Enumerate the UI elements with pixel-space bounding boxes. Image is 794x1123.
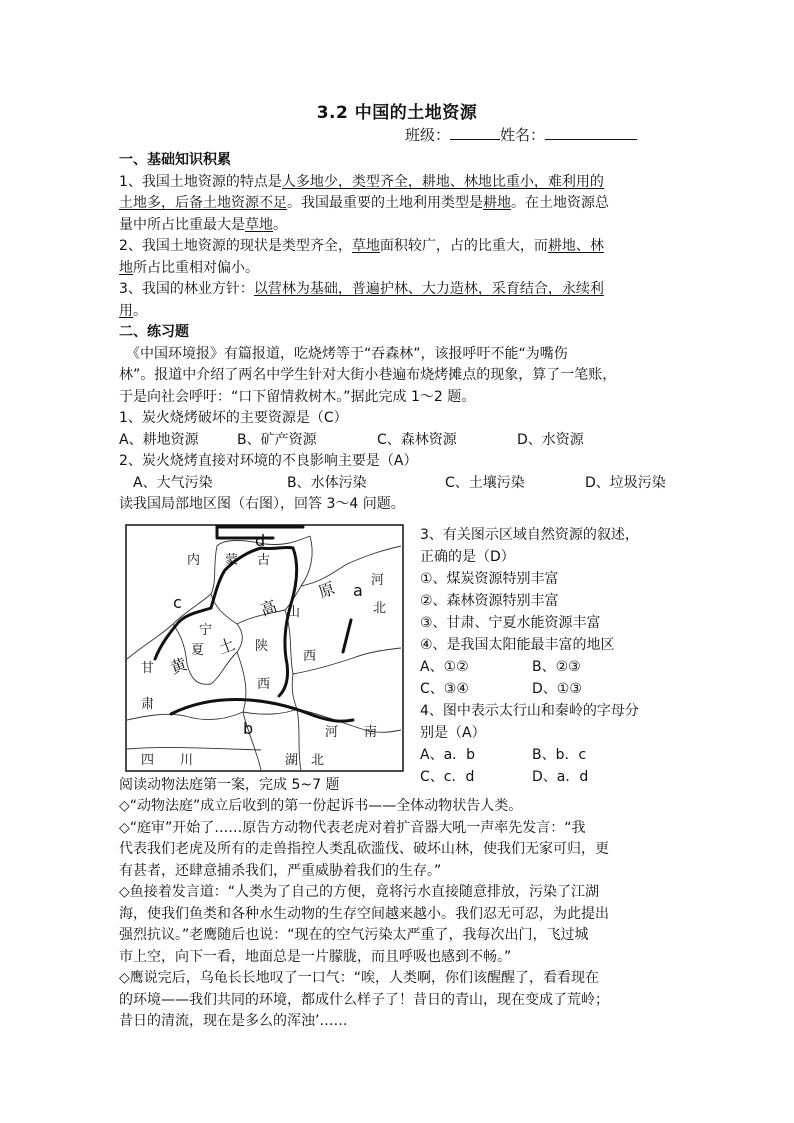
q3-choice-2: ②、森林资源特别丰富: [420, 592, 559, 609]
answer-text: 草地: [245, 216, 273, 233]
label-xi-shanxi: 西: [303, 648, 317, 664]
answer-text: 土地多，后备土地资源不足: [119, 195, 287, 211]
s2-intro-line2: 林”。报道中介绍了两名中学生针对大街小巷遍布烧烤摊点的现象，算了一笔账，: [119, 367, 617, 383]
s1-p3-line2: [119, 301, 675, 323]
text: 。我国最重要的土地利用类型是: [287, 195, 483, 211]
option-d: D、水资源: [517, 431, 584, 448]
label-shaan: 陕: [255, 638, 269, 654]
question-3-line1: 3、有关图示区域自然资源的叙述，: [420, 526, 639, 543]
section1-heading: 一、基础知识积累: [119, 152, 231, 168]
answer-text: 耕地、林: [547, 238, 604, 254]
questions-3-4: [420, 524, 680, 788]
option-b: B、②③: [532, 658, 581, 675]
option-b: B、b．c: [532, 746, 587, 763]
s3-line3: 代表我们老虎及所有的走兽指控人类乱砍滥伐、破坏山林，使我们无家可归，更: [119, 841, 609, 857]
text: 所占比重相对偏小。: [133, 259, 259, 276]
option-c: C、土壤污染: [445, 474, 525, 491]
s1-p2-line1: [119, 236, 675, 258]
section2-heading: 二、练习题: [119, 324, 189, 340]
text: 1、我国土地资源的特点是: [119, 173, 282, 190]
answer-text: 用: [119, 302, 133, 319]
answer-text: 草地: [351, 238, 380, 254]
option-b: B、矿产资源: [237, 431, 317, 448]
regional-map: [125, 524, 404, 772]
s2-intro-line1: 《中国环境报》有篇报道，吃烧烤等于“吞森林”，该报呼吁不能“为嘴伤: [119, 345, 568, 362]
s3-line8: 市上空，向下一看，地面总是一片朦胧，而且呼吸也感到不畅。”: [119, 948, 512, 965]
s1-p3-line1: [119, 279, 675, 301]
text: 2、我国土地资源的现状是类型齐全，: [119, 238, 352, 254]
option-d: D、①③: [532, 680, 582, 697]
question-2: 2、炭火烧烤直接对环境的不良影响主要是（A）: [119, 453, 418, 469]
label-yuan: 原: [315, 577, 338, 602]
answer-text: 耕地: [483, 195, 511, 211]
question-2-options: [119, 473, 675, 495]
label-letter-b: b: [243, 718, 254, 738]
label-sichuan: 四 川: [141, 752, 194, 768]
question-3-line2: 正确的是（D）: [420, 548, 515, 565]
s3-line11: 昔日的清流，现在是多么的浑浊’……: [119, 1013, 348, 1029]
s3-line4: 有甚者，还肆意捕杀我们，严重威胁着我们的生存。”: [119, 862, 442, 879]
text: 。: [273, 216, 287, 233]
q3-choice-1: ①、煤炭资源特别丰富: [420, 570, 559, 587]
s2-intro-line3: 于是向社会呼吁：“口下留情救树木。”据此完成 1～2 题。: [119, 388, 476, 405]
label-gan: 甘: [141, 660, 155, 676]
map-intro: 读我国局部地区图（右图），回答 3～4 问题。: [119, 496, 405, 512]
q3-options-row1: [420, 656, 680, 678]
question-1: 1、炭火烧烤破坏的主要资源是（C）: [119, 410, 348, 426]
label-hubei: 湖 北: [285, 752, 325, 768]
option-c: C、③④: [420, 680, 469, 697]
text: 。: [133, 302, 147, 319]
label-xi-shaanxi: 西: [257, 676, 271, 692]
text: 面积较广，占的比重大，而: [379, 238, 548, 254]
q4-options-row2: [420, 766, 680, 788]
label-letter-c: c: [173, 592, 182, 612]
s1-p1-line2: [119, 193, 675, 215]
label-he-hebei: 河: [371, 572, 385, 588]
name-blank: [545, 125, 637, 140]
s3-line5: ◇鱼接着发言道：“人类为了自己的方便，竟将污水直接随意排放，污染了江湖: [119, 884, 600, 900]
s1-p2-line2: [119, 258, 675, 280]
label-gao: 高: [257, 595, 280, 620]
option-d: D、a．d: [532, 768, 589, 785]
label-xia: 夏: [191, 642, 205, 658]
class-blank: [450, 125, 500, 140]
text: 。在土地资源总: [511, 195, 609, 211]
question-1-options: [119, 430, 675, 452]
s1-p1-line1: [119, 172, 675, 194]
label-letter-d: d: [255, 530, 266, 550]
class-label: 班级：: [405, 126, 451, 144]
answer-text: 人多地少，类型齐全，耕地、林地比重小，难利用的: [281, 173, 604, 190]
text: 3、我国的林业方针：: [119, 281, 254, 297]
page-title: 3.2 中国的土地资源: [316, 103, 478, 123]
label-huang: 黄: [167, 653, 190, 678]
label-bei-hebei: 北: [373, 600, 387, 616]
answer-text: 地: [119, 259, 133, 276]
label-shan-shanxi: 山: [287, 604, 301, 620]
option-a: A、大气污染: [133, 474, 213, 491]
label-letter-a: a: [353, 580, 363, 600]
answer-text: 以营林为基础，普遍护林、大力造林，采育结合，永续利: [253, 281, 604, 297]
s3-line10: 的环境——我们共同的环境，都成什么样子了！昔日的青山，现在变成了荒岭；: [119, 991, 609, 1008]
q4-options-row1: [420, 744, 680, 766]
option-c: C、森林资源: [377, 431, 457, 448]
option-a: A、耕地资源: [119, 431, 199, 448]
label-su: 肃: [141, 696, 155, 712]
s3-intro: 阅读动物法庭第一案，完成 5~7 题: [119, 776, 340, 793]
option-d: D、垃圾污染: [585, 474, 666, 491]
label-tu: 土: [215, 633, 238, 658]
q3-choice-4: ④、是我国太阳能最丰富的地区: [420, 636, 615, 653]
text: 量中所占比重最大是: [119, 216, 245, 233]
class-name-line: [405, 124, 637, 145]
s3-line7: 强烈抗议。”老鹰随后也说：“现在的空气污染太严重了，我每次出门，飞过城: [119, 927, 589, 943]
q3-options-row2: [420, 678, 680, 700]
s3-line1: ◇“动物法庭”成立后收到的第一份起诉书——全体动物状告人类。: [119, 798, 523, 814]
label-henan: 河 南: [325, 724, 378, 740]
label-gu: 古: [257, 552, 271, 568]
option-a: A、①②: [420, 658, 469, 675]
label-ning: 宁: [199, 622, 213, 638]
s3-line9: ◇鹰说完后，乌龟长长地叹了一口气：“唉，人类啊，你们该醒醒了，看看现在: [119, 970, 600, 986]
question-4-line1: 4、图中表示太行山和秦岭的字母分: [420, 702, 639, 719]
worksheet-content: [119, 150, 675, 1033]
name-label: 姓名：: [500, 126, 546, 144]
label-nei: 内: [187, 552, 201, 568]
q3-choice-3: ③、甘肃、宁夏水能资源丰富: [420, 614, 601, 631]
option-a: A、a．b: [420, 746, 476, 763]
label-meng: 蒙: [225, 552, 239, 568]
s3-line2: ◇“庭审”开始了……原告方动物代表老虎对着扩音器大吼一声率先发言：“我: [119, 819, 586, 836]
s1-p1-line3: [119, 215, 675, 237]
s3-line6: 海，使我们鱼类和各种水生动物的生存空间越来越小。我们忍无可忍，为此提出: [119, 905, 609, 922]
option-b: B、水体污染: [287, 474, 367, 491]
option-c: C、c．d: [420, 768, 475, 785]
question-4-line2: 别是（A）: [420, 724, 486, 741]
